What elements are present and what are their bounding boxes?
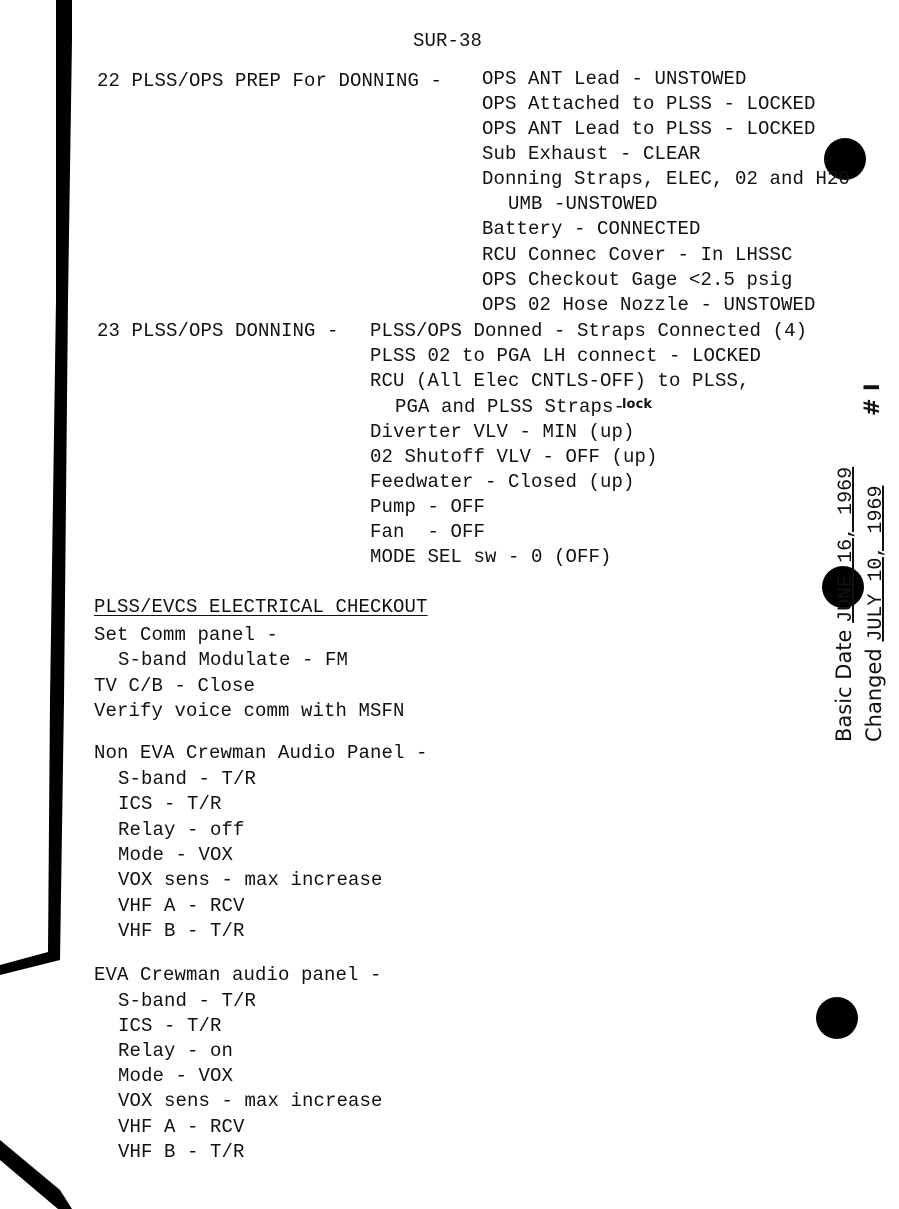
step-22-label: 22 PLSS/OPS PREP For DONNING -: [97, 70, 443, 92]
step-22-item: OPS ANT Lead - UNSTOWED: [482, 68, 747, 90]
step-23-label: 23 PLSS/OPS DONNING -: [97, 320, 339, 342]
non-eva-item: Mode - VOX: [118, 844, 234, 866]
eva-item: VHF B - T/R: [118, 1141, 245, 1163]
non-eva-item: VHF B - T/R: [118, 920, 245, 942]
step-23-item: PGA and PLSS Straps-: [395, 396, 626, 418]
eva-item: Relay - on: [118, 1040, 234, 1062]
step-23-item: Pump - OFF: [370, 496, 486, 518]
step-22-item: OPS Checkout Gage <2.5 psig: [482, 269, 793, 291]
checkout-line: Verify voice comm with MSFN: [94, 700, 405, 722]
step-22-item: UMB -UNSTOWED: [508, 193, 658, 215]
eva-panel-title: EVA Crewman audio panel -: [94, 964, 382, 986]
checkout-line: Set Comm panel -: [94, 624, 279, 646]
non-eva-panel-title: Non EVA Crewman Audio Panel -: [94, 742, 428, 764]
checkout-line: S-band Modulate - FM: [118, 649, 349, 671]
changed-date: [862, 486, 888, 742]
non-eva-item: S-band - T/R: [118, 768, 257, 790]
step-22-item: OPS 02 Hose Nozzle - UNSTOWED: [482, 294, 816, 316]
basic-date-value: JUNE 16, 1969: [835, 466, 858, 623]
step-22-item: RCU Connec Cover - In LHSSC: [482, 244, 793, 266]
step-23-item: MODE SEL sw - 0 (OFF): [370, 546, 612, 568]
basic-date: [832, 467, 858, 742]
changed-date-value: JULY 10, 1969: [865, 485, 888, 642]
punch-hole-bottom: [816, 997, 858, 1039]
step-22-item: Battery - CONNECTED: [482, 218, 701, 240]
eva-item: Mode - VOX: [118, 1065, 234, 1087]
revision-mark: # I: [860, 383, 884, 416]
step-23-item: PLSS/OPS Donned - Straps Connected (4): [370, 320, 808, 342]
step-22-item: OPS Attached to PLSS - LOCKED: [482, 93, 816, 115]
non-eva-item: VOX sens - max increase: [118, 869, 383, 891]
changed-date-label: Changed: [862, 648, 886, 742]
eva-item: VOX sens - max increase: [118, 1090, 383, 1112]
non-eva-item: ICS - T/R: [118, 793, 222, 815]
step-22-item: OPS ANT Lead to PLSS - LOCKED: [482, 118, 816, 140]
step-23-item: RCU (All Elec CNTLS-OFF) to PLSS,: [370, 370, 750, 392]
step-23-item: Diverter VLV - MIN (up): [370, 421, 635, 443]
step-22-item: Sub Exhaust - CLEAR: [482, 143, 701, 165]
basic-date-label: Basic Date: [832, 629, 856, 742]
page-id: SUR-38: [413, 30, 483, 52]
checkout-line: TV C/B - Close: [94, 675, 256, 697]
handwritten-lock: lock: [622, 397, 653, 412]
non-eva-item: Relay - off: [118, 819, 245, 841]
non-eva-item: VHF A - RCV: [118, 895, 245, 917]
eva-item: VHF A - RCV: [118, 1116, 245, 1138]
step-23-item: 02 Shutoff VLV - OFF (up): [370, 446, 658, 468]
checkout-title: PLSS/EVCS ELECTRICAL CHECKOUT: [94, 596, 428, 618]
step-22-item: Donning Straps, ELEC, 02 and H20: [482, 168, 851, 190]
eva-item: S-band - T/R: [118, 990, 257, 1012]
step-23-item: PLSS 02 to PGA LH connect - LOCKED: [370, 345, 762, 367]
step-23-item: Feedwater - Closed (up): [370, 471, 635, 493]
step-23-item: Fan - OFF: [370, 521, 486, 543]
eva-item: ICS - T/R: [118, 1015, 222, 1037]
